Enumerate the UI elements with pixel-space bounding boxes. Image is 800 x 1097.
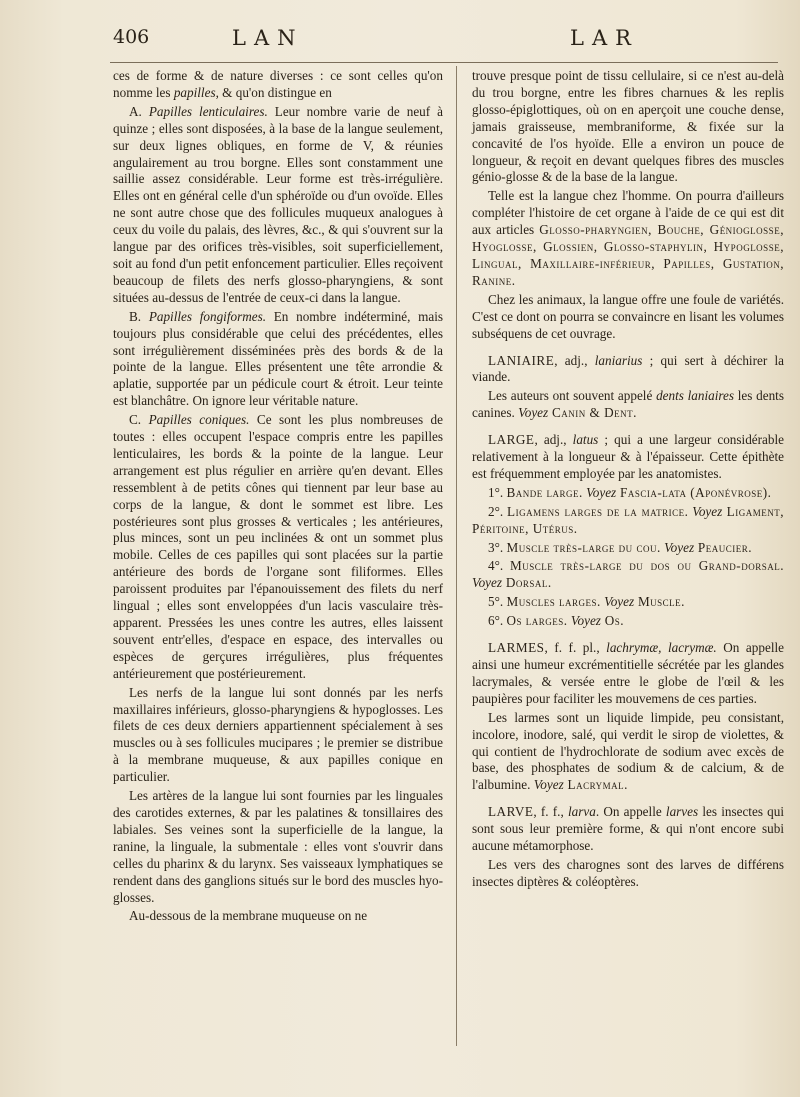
running-header bbox=[0, 18, 800, 58]
voyez: Voyez bbox=[472, 575, 503, 591]
headword: LARVE bbox=[488, 804, 534, 820]
item-term: Muscles larges. bbox=[506, 594, 601, 610]
definition: On appelle ainsi une humeur excrémentitielle sécrétée par les glandes lacrymales, & versée entre le globe de l'œil & les paupières pour faciliter les mouvemens de ces parties. bbox=[472, 640, 784, 706]
grammar: , f. f., bbox=[533, 804, 568, 820]
paragraph-intro bbox=[113, 68, 443, 102]
item-label: A. bbox=[129, 103, 149, 119]
latin-term: latus bbox=[572, 432, 599, 448]
paragraph-papilles-coniques bbox=[113, 412, 443, 683]
item-term: Muscle très-large du dos ou Grand-dorsal. bbox=[510, 558, 784, 574]
emphasis: Papilles fongiformes. bbox=[148, 308, 267, 324]
entry-laniaire-note bbox=[472, 388, 784, 422]
definition: ; qui a une largeur considérable relativement à la longueur & à l'épaisseur. Cette épithète est fréquemment employée par les anatomistes. bbox=[472, 432, 784, 481]
item-label: C. bbox=[129, 412, 149, 428]
right-running-head: LAR bbox=[570, 26, 639, 50]
right-column bbox=[472, 68, 784, 891]
item-term: Os larges. bbox=[506, 613, 568, 629]
cross-references: Fascia-lata (Aponévrose). bbox=[616, 484, 772, 500]
voyez: Voyez bbox=[518, 405, 549, 421]
text: Les larmes sont un liquide limpide, peu consistant, incolore, inodore, salé, qui verdit le sirop de violettes, & qui contient de l'hydrochlorate de sodium avec excès de base, des phosphates de sodium & de calcium, & de l'albumine. bbox=[472, 709, 784, 793]
text: , & qu'on distingue en bbox=[215, 84, 332, 100]
cross-references: Ligament, Péritoine, Utérus. bbox=[472, 503, 784, 536]
left-column bbox=[113, 68, 443, 925]
voyez: Voyez bbox=[567, 613, 601, 629]
item-number: 5°. bbox=[488, 594, 507, 610]
item-term: Bande large. bbox=[506, 484, 583, 500]
paragraph-nerfs: Les nerfs de la langue lui sont donnés par les nerfs maxillaires inférieurs, glosso-pharyngiens & hypoglosses. Les filets de ces deux derniers appartiennent spécialement à ses muscles ou à ses follicules mucipares ; le premier se distribue à la membrane muqueuse, & aux papilles conique en particulier. bbox=[113, 684, 443, 785]
grammar: , adj., bbox=[554, 352, 595, 368]
text: Les auteurs ont souvent appelé bbox=[488, 388, 657, 404]
large-item-5 bbox=[472, 594, 784, 611]
headword: LANIAIRE bbox=[488, 352, 555, 368]
voyez: Voyez bbox=[688, 503, 723, 519]
cross-references: Os. bbox=[600, 613, 625, 629]
large-item-6 bbox=[472, 613, 784, 630]
latin-term: lachrymæ, lacrymæ. bbox=[606, 640, 717, 656]
cross-references: Lacrymal. bbox=[563, 777, 628, 793]
item-number: 2°. bbox=[488, 503, 508, 519]
emphasis: papilles bbox=[173, 84, 216, 100]
latin-term: laniarius bbox=[594, 352, 643, 368]
large-item-3 bbox=[472, 540, 784, 557]
left-running-head: LAN bbox=[232, 26, 304, 50]
large-item-4 bbox=[472, 558, 784, 592]
header-rule bbox=[110, 62, 778, 63]
text: . On appelle bbox=[595, 804, 666, 820]
item-number: 1°. bbox=[488, 484, 507, 500]
cross-references: Muscle. bbox=[634, 594, 685, 610]
paragraph-arteres: Les artères de la langue lui sont fournies par les linguales des carotides externes, & par les palatines & tonsillaires des labiales. Ses veines sont la superficielle de la langue, la ranine, la linguale, la submentale : elles vont s'ouvrir dans celles du pharinx & du larynx. Ses vaisseaux lymphatiques se rendent dans des ganglions situés sur le bord des muscles hyo-glosses. bbox=[113, 788, 443, 905]
paragraph-continuation: trouve presque point de tissu cellulaire, si ce n'est au-delà du trou borgne, entre les fibres charnues & les replis glosso-épiglottiques, où on en aperçoit une couche dense, jamais graisseuse, membraniforme, & fixée sur la concavité de l'os hyoïde. Elle a environ un pouce de longueur, & reçoit en devant quelques fibres des muscles génio-glosse & de la base de la langue. bbox=[472, 68, 784, 185]
headword: LARMES bbox=[488, 640, 545, 656]
item-number: 3°. bbox=[488, 539, 507, 555]
voyez: Voyez bbox=[600, 594, 635, 610]
paragraph-papilles-lenticulaires bbox=[113, 104, 443, 307]
text: Telle est la langue chez l'homme. On pourra d'ailleurs compléter l'histoire de cet organe à l'aide de ce qui est dit aux articles bbox=[472, 188, 784, 238]
text: les insectes qui sont sous leur première forme, & qui n'ont encore subi aucune métamorphose. bbox=[472, 804, 784, 854]
entry-larmes-note bbox=[472, 710, 784, 795]
text: ces de forme & de nature diverses : ce sont celles qu'on nomme les bbox=[113, 68, 443, 100]
emphasis: dents laniaires bbox=[656, 388, 735, 404]
voyez: Voyez bbox=[533, 777, 564, 793]
cross-references: Canin & Dent. bbox=[548, 405, 637, 421]
item-term: Muscle très-large du cou. bbox=[506, 539, 661, 555]
cross-references: Glosso-pharyngien, Bouche, Génioglosse, Hyoglosse, Glossien, Glosso-staphylin, Hypoglosse, Lingual, Maxillaire-inférieur, Papilles, Gustation, Ranine. bbox=[472, 222, 784, 288]
latin-term: larva bbox=[567, 804, 596, 820]
text: les dents canines. bbox=[472, 388, 784, 421]
entry-larve bbox=[472, 804, 784, 855]
paragraph-telle-est bbox=[472, 188, 784, 289]
column-divider bbox=[456, 66, 457, 1046]
grammar: , adj., bbox=[534, 432, 573, 448]
emphasis: larves bbox=[665, 804, 699, 820]
large-item-2 bbox=[472, 504, 784, 538]
definition: ; qui sert à déchirer la viande. bbox=[472, 352, 784, 385]
item-term: Ligamens larges de la matrice. bbox=[507, 503, 689, 519]
grammar: , f. f. pl., bbox=[544, 640, 607, 656]
cross-references: Dorsal. bbox=[502, 575, 552, 591]
voyez: Voyez bbox=[582, 484, 617, 500]
large-item-1 bbox=[472, 485, 784, 502]
entry-larmes bbox=[472, 640, 784, 708]
entry-laniaire bbox=[472, 353, 784, 387]
text: Leur nombre varie de neuf à quinze ; elles sont disposées, à la base de la langue seulement, sur deux lignes obliques, en forme de V, & réunies angulairement au trou borgne. Elles sont constamment une saillie assez considérable. Leur forme est très-irrégulière. Elles ont en général celle d'un sphéroïde ou d'un ovoïde. Elles ne sont autre chose que des follicules muqueux analogues à ceux du voile du palais, des lèvres, &c., & qui s'ouvrent sur la langue par des orifices très-visibles, soit superficiellement, soit au fond d'un petit enfoncement particulier. Elles reçoivent beaucoup de filets des nerfs glosso-pharyngiens, & sont situées au-dessus de l'entrée de ceux-ci dans la langue. bbox=[113, 103, 444, 305]
cross-references: Peaucier. bbox=[694, 539, 753, 555]
paragraph-papilles-fongiformes bbox=[113, 309, 443, 410]
emphasis: Papilles lenticulaires. bbox=[148, 103, 268, 119]
headword: LARGE bbox=[488, 432, 535, 448]
item-label: B. bbox=[129, 308, 149, 324]
paragraph-animaux: Chez les animaux, la langue offre une foule de variétés. C'est ce dont on pourra se convaincre en lisant les volumes subséquens de cet ouvrage. bbox=[472, 291, 784, 341]
entry-larve-note: Les vers des charognes sont des larves de différens insectes diptères & coléoptères. bbox=[472, 856, 784, 889]
page-number: 406 bbox=[113, 26, 150, 48]
text: Ce sont les plus nombreuses de toutes : elles occupent l'espace compris entre les papilles lenticulaires, les bords & la pointe de la langue. Leur arrangement est plus régulier en arrière qu'en devant. Elles ressemblent à de petits cônes qui tiennent par leur base au corps de la langue, & dont le sommet est libre. Les postérieures sont plus grosses & verticales ; les antérieures, plus minces, sont un peu inclinées & ont un sommet plus mobile. Celles de ces papilles qui sont placées sur la partie antérieure des bords de l'organe sont filiformes. Elles paroissent produites par l'épanouissement des filets du nerf lingual ; elles sont enveloppées d'un lacis vasculaire très-apparent. Pressées les unes contre les autres, elles laissent souvent entr'elles, d'espace en espace, des intervalles ou espèces de gerçures irrégulières, plus fréquentes antérieurement que postérieurement. bbox=[113, 412, 443, 681]
item-number: 6°. bbox=[488, 613, 507, 629]
voyez: Voyez bbox=[660, 539, 695, 555]
item-number: 4°. bbox=[488, 558, 510, 574]
entry-large bbox=[472, 432, 784, 483]
emphasis: Papilles coniques. bbox=[148, 412, 250, 428]
text: En nombre indéterminé, mais toujours plus considérable que celui des précédentes, elles sont irrégulièrement disséminées près des bords & de la pointe de la langue. Elles présentent une tête arrondie & aplatie, supportée par un pédicule court & étroit. Leur teinte est blanchâtre. On ignore leur véritable nature. bbox=[113, 308, 443, 409]
paragraph-last-line: Au-dessous de la membrane muqueuse on ne bbox=[129, 908, 368, 924]
